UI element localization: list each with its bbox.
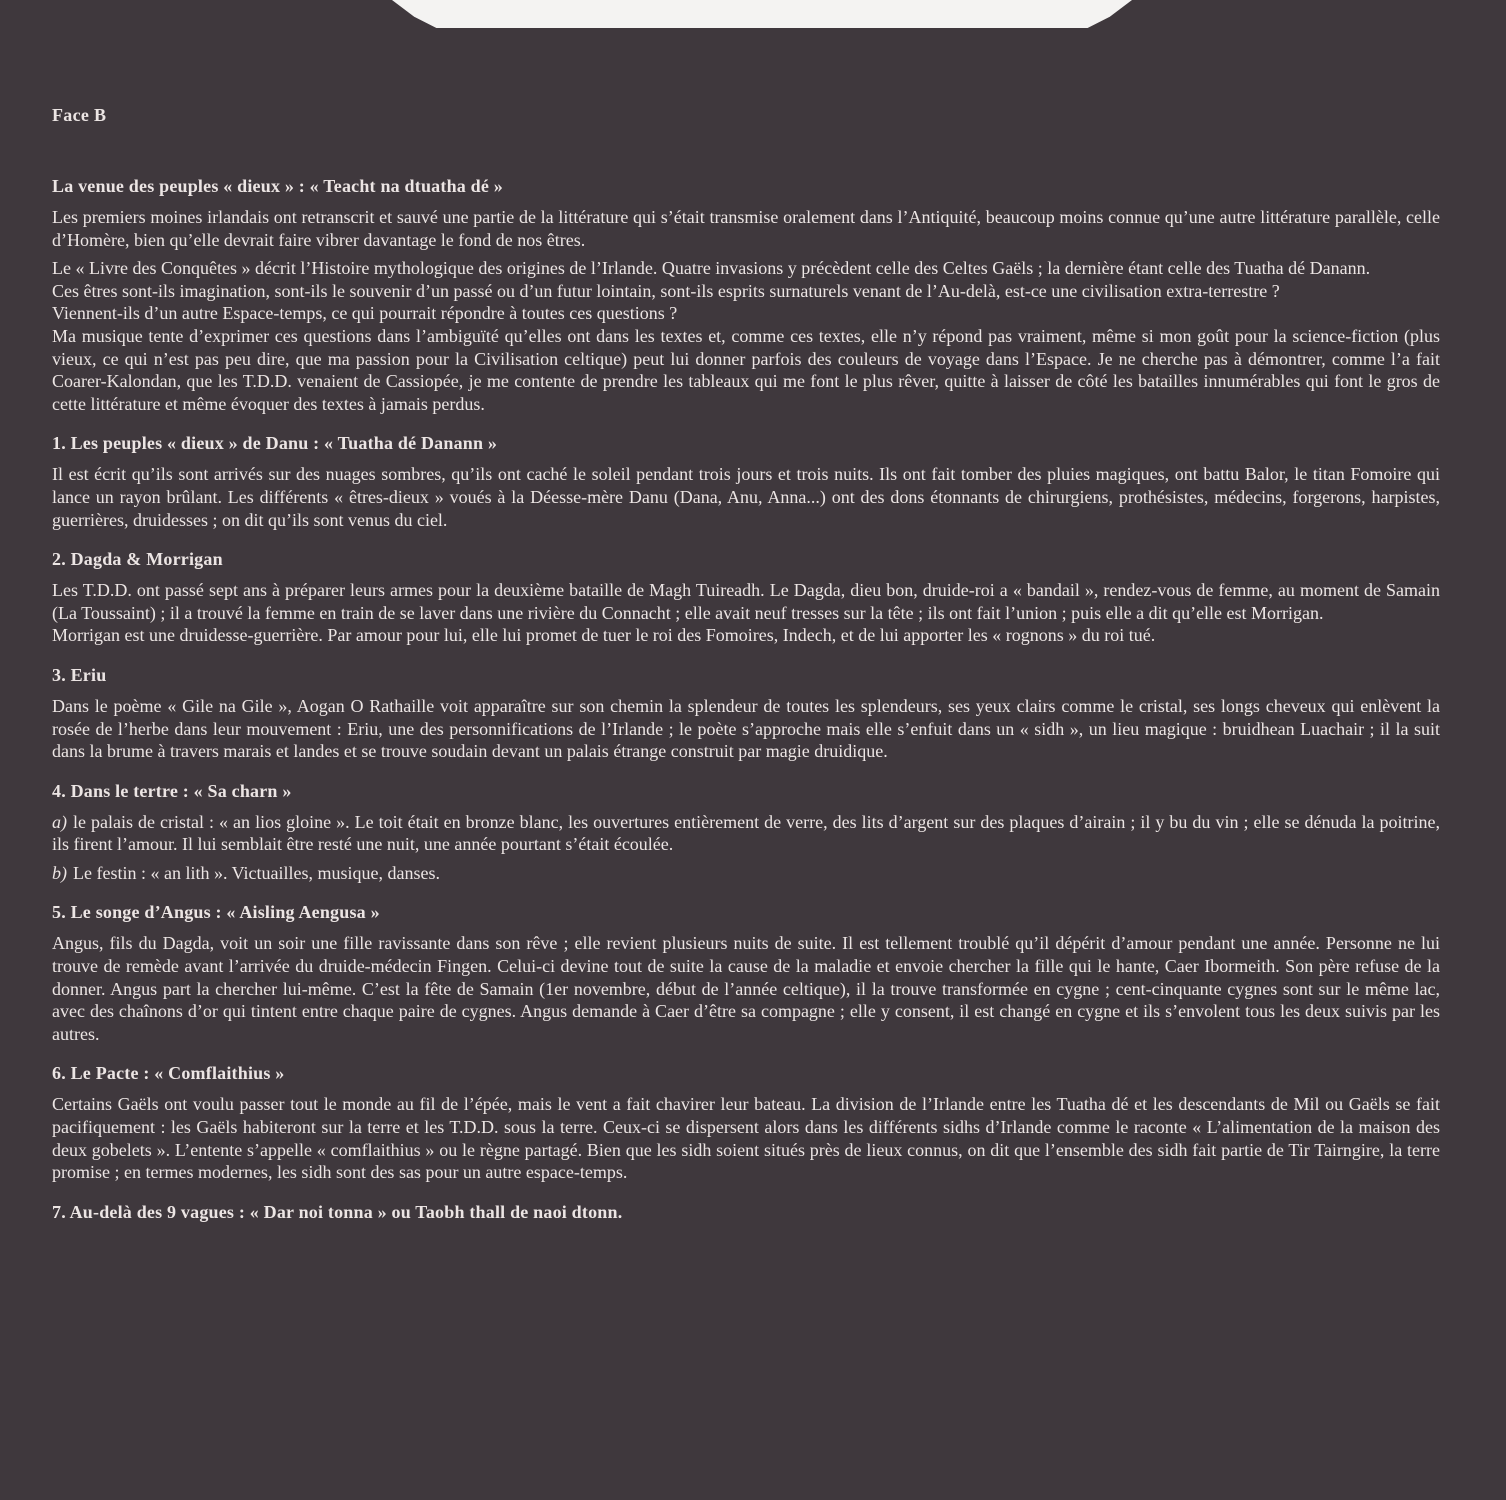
list-marker: b): [52, 862, 67, 883]
list-item: [52, 811, 1440, 856]
paragraph: Les premiers moines irlandais ont retranscrit et sauvé une partie de la littérature qui s’était transmise oralement dans l’Antiquité, beaucoup moins connue qu’une autre littérature parallèle, celle d’Homère, bien qu’elle devrait faire vibrer davantage le fond de nos êtres.: [52, 207, 1440, 250]
section-au-dela: [52, 1200, 1440, 1224]
section-title: 6. Le Pacte : « Comflaithius »: [52, 1063, 285, 1084]
paragraph: Le « Livre des Conquêtes » décrit l’Histoire mythologique des origines de l’Irlande. Quatre invasions y précèdent celle des Celtes Gaëls ; la dernière étant celle des Tuatha dé Danann.: [52, 258, 1371, 279]
face-label: Face B: [52, 105, 107, 125]
list-item-text: Le festin : « an lith ». Victuailles, musique, danses.: [73, 862, 441, 883]
paragraph: Morrigan est une druidesse-guerrière. Par amour pour lui, elle lui promet de tuer le roi des Fomoires, Indech, et de lui apporter les « rognons » du roi tué.: [52, 625, 1156, 646]
paragraph: Ces êtres sont-ils imagination, sont-ils le souvenir d’un passé ou d’un futur lointain, sont-ils esprits surnaturels venant de l’Au-delà, est-ce une civilisation extra-terrestre ?: [52, 280, 1280, 301]
section-songe-angus: [52, 900, 1440, 1045]
section-title: 5. Le songe d’Angus : « Aisling Aengusa »: [52, 902, 380, 923]
list-item: [52, 862, 1440, 885]
section-title: 1. Les peuples « dieux » de Danu : « Tuatha dé Danann »: [52, 433, 498, 454]
section-tuatha-de-danann: [52, 431, 1440, 531]
list-marker: a): [52, 811, 67, 832]
paragraph: Angus, fils du Dagda, voit un soir une fille ravissante dans son rêve ; elle revient plusieurs nuits de suite. Il est tellement troublé qu’il dépérit d’amour pendant une année. Personne ne lui trouve de remède avant l’arrivée du druide-médecin Fingen. Celui-ci devine tout de suite la cause de la maladie et envoie chercher la fille qui le hante, Caer Ibormeith. Son père refuse de la donner. Angus part la chercher lui-même. C’est la fête de Samain (1er novembre, début de l’année celtique), il la trouve transformée en cygne ; cent-cinquante cygnes sont sur le même lac, avec des chaînons d’or qui tintent entre chaque paire de cygnes. Angus demande à Caer d’être sa compagne ; elle y consent, il est changé en cygne et ils s’envolent tous les deux suivis par les autres.: [52, 933, 1440, 1044]
paragraph: Dans le poème « Gile na Gile », Aogan O Rathaille voit apparaître sur son chemin la splendeur de toutes les splendeurs, ses yeux clairs comme le cristal, ses longs cheveux qui enlèvent la rosée de l’herbe dans leur mouvement : Eriu, une des personnifications de l’Irlande ; le poète s’approche mais elle s’enfuit dans un « sidh », un lieu magique : bruidhean Luachair ; il la suit dans la brume à travers marais et landes et se trouve soudain devant un palais étrange construit par magie druidique.: [52, 695, 1440, 762]
section-dagda-morrigan: [52, 547, 1440, 647]
liner-notes: [52, 100, 1440, 1240]
paragraph: Les T.D.D. ont passé sept ans à préparer leurs armes pour la deuxième bataille de Magh Tuireadh. Le Dagda, dieu bon, druide-roi a « bandail », rendez-vous de femme, au moment de Samain (La Toussaint) ; il a trouvé la femme en train de se laver dans une rivière du Connacht ; elle avait neuf tresses sur la tête ; ils ont fait l’union ; puis elle a dit qu’elle est Morrigan.: [52, 580, 1440, 623]
section-title: 4. Dans le tertre : « Sa charn »: [52, 780, 292, 801]
paragraph: Ma musique tente d’exprimer ces questions dans l’ambiguïté qu’elles ont dans les textes et, comme ces textes, elle n’y répond pas vraiment, même si mon goût pour la science-fiction (plus vieux, ce qui n’est pas peu dire, que ma passion pour la Civilisation celtique) peut lui donner parfois des couleurs de voyage dans l’Espace. Je ne cherche pas à démontrer, comme l’a fait Coarer-Kalondan, que les T.D.D. venaient de Cassiopée, je me contente de prendre les tableaux qui me font le plus rêver, quitte à laisser de côté les batailles innumérables qui font le gros de cette littérature et même évoquer des textes à jamais perdus.: [52, 325, 1440, 414]
section-pacte: [52, 1061, 1440, 1183]
section-title: 2. Dagda & Morrigan: [52, 549, 223, 570]
section-title: 3. Eriu: [52, 664, 107, 685]
section-title: 7. Au-delà des 9 vagues : « Dar noi tonna » ou Taobh thall de naoi dtonn.: [52, 1201, 623, 1222]
section-eriu: [52, 663, 1440, 763]
sleeve-cutout: [392, 0, 1132, 28]
paragraph: Viennent-ils d’un autre Espace-temps, ce qui pourrait répondre à toutes ces questions ?: [52, 303, 678, 324]
list-item-text: le palais de cristal : « an lios gloine ». Le toit était en bronze blanc, les ouvertures entièrement de verre, des lits d’argent sur des plaques d’airain ; il y bu du vin ; elle se dénuda la poitrine, ils firent l’amour. Il lui semblait être resté une nuit, une année pourtant s’était écoulée.: [52, 811, 1440, 855]
section-title: La venue des peuples « dieux » : « Teacht na dtuatha dé »: [52, 176, 503, 196]
paragraph: Certains Gaëls ont voulu passer tout le monde au fil de l’épée, mais le vent a fait chavirer leur bateau. La division de l’Irlande entre les Tuatha dé et les descendants de Mil ou Gaëls se fait pacifiquement : les Gaëls habiteront sur la terre et les T.D.D. sous la terre. Ceux-ci se dispersent alors dans les différents sidhs d’Irlande comme le raconte « L’alimentation de la maison des deux gobelets ». L’entente s’appelle « comflaithius » ou le règne partagé. Bien que les sidh soient situés près de lieux connus, on dit que l’ensemble des sidh fait partie de Tir Tairngire, la terre promise ; en termes modernes, les sidh sont des sas pour un autre espace-temps.: [52, 1094, 1440, 1183]
section-sa-charn: [52, 779, 1440, 885]
section-intro: [52, 174, 1440, 415]
paragraph: Il est écrit qu’ils sont arrivés sur des nuages sombres, qu’ils ont caché le soleil pendant trois jours et trois nuits. Ils ont fait tomber des pluies magiques, ont battu Balor, le titan Fomoire qui lance un rayon brûlant. Les différents « êtres-dieux » voués à la Déesse-mère Danu (Dana, Anu, Anna...) ont des dons étonnants de chirurgiens, prothésistes, médecins, forgerons, harpistes, guerrières, druidesses ; on dit qu’ils sont venus du ciel.: [52, 464, 1440, 530]
